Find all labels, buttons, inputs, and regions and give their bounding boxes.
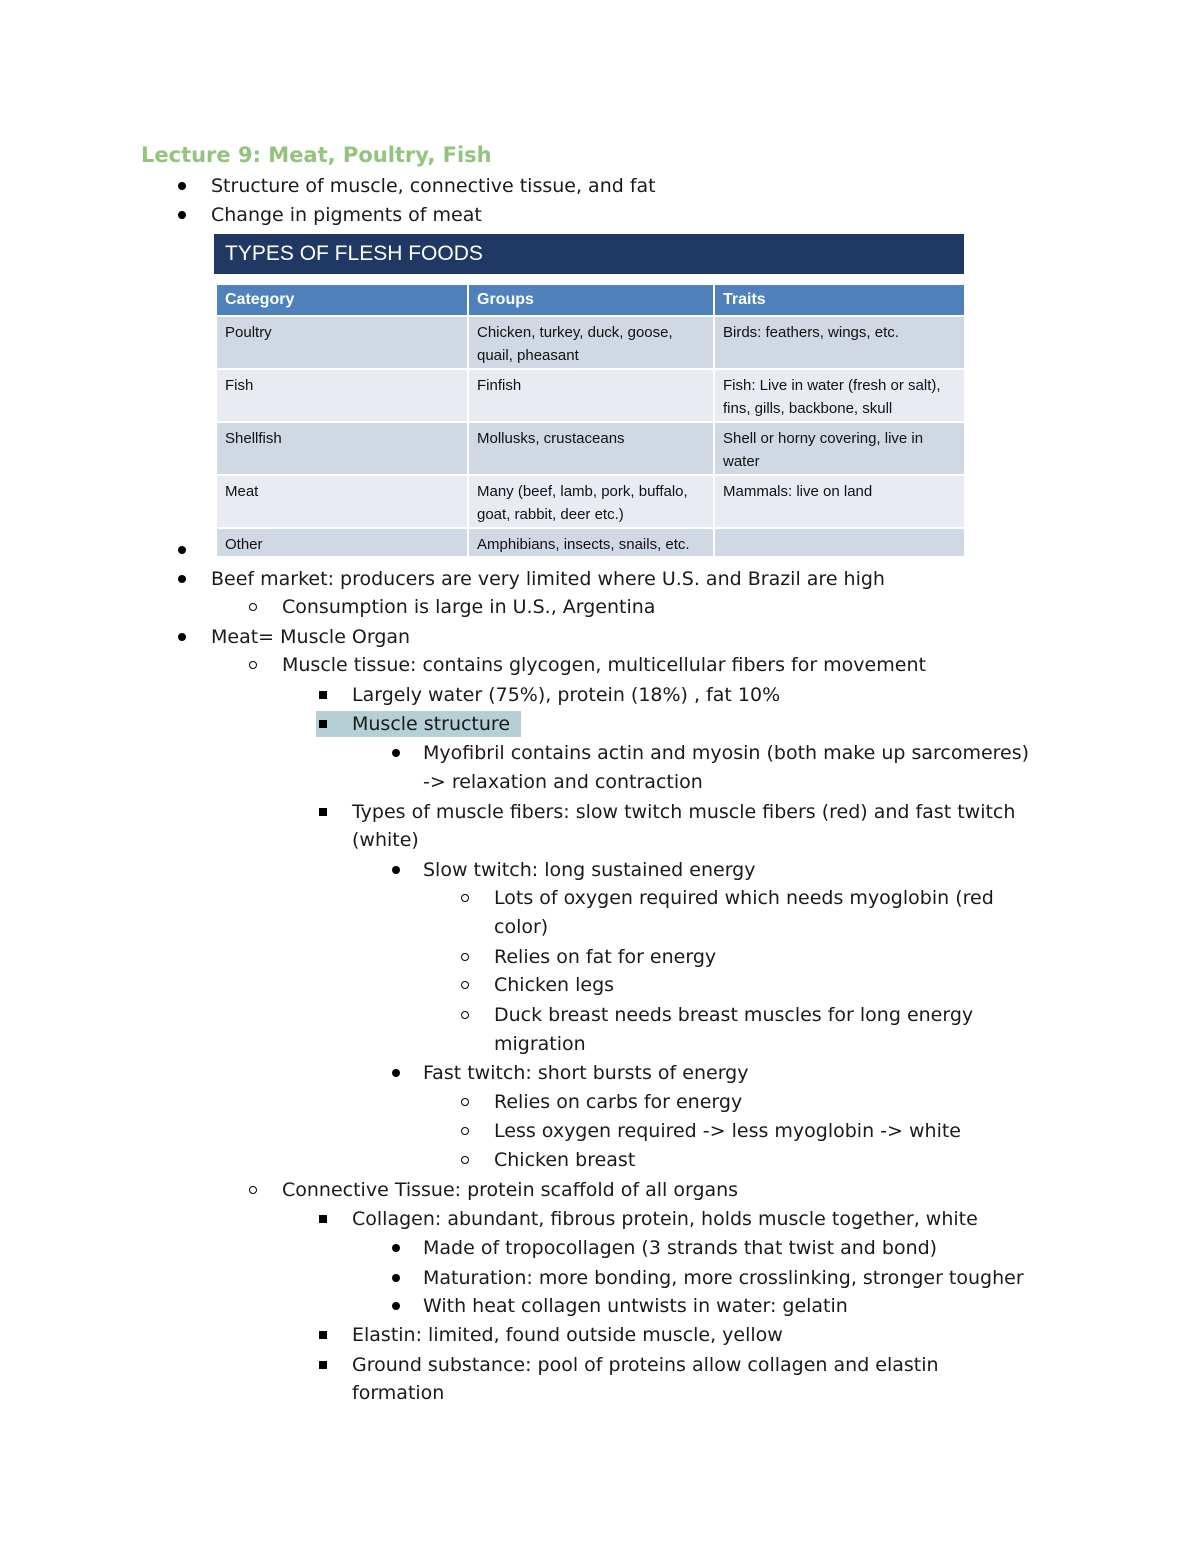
note-fast-twitch: Fast twitch: short bursts of energy xyxy=(423,1062,749,1084)
table-cell: Shell or horny covering, live in water xyxy=(714,422,964,475)
note-meat: Meat= Muscle Organ xyxy=(211,626,411,648)
bullet-circle xyxy=(461,1011,469,1019)
note-myofibril: Myofibril contains actin and myosin (both make up sarcomeres) xyxy=(423,742,1030,764)
note-less-oxygen: Less oxygen required -> less myoglobin -> white xyxy=(494,1120,961,1142)
note-maturation: Maturation: more bonding, more crosslinking, stronger tougher xyxy=(423,1267,1024,1289)
note-beef-market: Beef market: producers are very limited where U.S. and Brazil are high xyxy=(211,568,885,590)
bullet-square xyxy=(319,691,327,699)
bullet-circle xyxy=(461,1156,469,1164)
table-cell: Birds: feathers, wings, etc. xyxy=(714,316,964,369)
column-header-traits: Traits xyxy=(714,285,964,316)
table-cell: Many (beef, lamb, pork, buffalo, goat, rabbit, deer etc.) xyxy=(468,475,714,528)
table-cell: Mollusks, crustaceans xyxy=(468,422,714,475)
table-header-row xyxy=(217,285,964,316)
table-row xyxy=(217,369,964,422)
table-cell: Finfish xyxy=(468,369,714,422)
note-duck-cont: migration xyxy=(494,1033,586,1055)
bullet-circle xyxy=(461,981,469,989)
note-largely-water: Largely water (75%), protein (18%) , fat 10% xyxy=(352,684,781,706)
bullet-circle xyxy=(249,1186,257,1194)
bullet-disc xyxy=(178,575,186,583)
note-ground-substance: Ground substance: pool of proteins allow collagen and elastin xyxy=(352,1354,939,1376)
note-elastin: Elastin: limited, found outside muscle, yellow xyxy=(352,1324,783,1346)
note-fiber-types-cont: (white) xyxy=(352,829,419,851)
bullet-circle xyxy=(461,1098,469,1106)
bullet-square xyxy=(319,1331,327,1339)
bullet-disc xyxy=(392,1274,400,1282)
table-row xyxy=(217,475,964,528)
table-cell: Amphibians, insects, snails, etc. xyxy=(468,528,714,556)
bullet-disc xyxy=(392,1302,400,1310)
note-duck: Duck breast needs breast muscles for long energy xyxy=(494,1004,974,1026)
table-cell: Meat xyxy=(217,475,468,528)
table-row xyxy=(217,528,964,556)
bullet-circle xyxy=(249,661,257,669)
bullet-disc xyxy=(392,749,400,757)
flesh-foods-table xyxy=(217,285,964,556)
bullet-disc xyxy=(178,633,186,641)
note-relies-carbs: Relies on carbs for energy xyxy=(494,1091,743,1113)
bullet-disc xyxy=(392,1069,400,1077)
note-slow-twitch: Slow twitch: long sustained energy xyxy=(423,859,756,881)
note-heat: With heat collagen untwists in water: gelatin xyxy=(423,1295,848,1317)
note-chicken-legs: Chicken legs xyxy=(494,974,615,996)
flesh-foods-figure xyxy=(214,234,964,556)
note-oxygen-cont: color) xyxy=(494,916,549,938)
table-cell: Fish: Live in water (fresh or salt), fins, gills, backbone, skull xyxy=(714,369,964,422)
table-row xyxy=(217,422,964,475)
bullet-circle xyxy=(461,894,469,902)
note-relies-fat: Relies on fat for energy xyxy=(494,946,717,968)
note-consumption: Consumption is large in U.S., Argentina xyxy=(282,596,656,618)
bullet-square xyxy=(319,1215,327,1223)
table-cell: Other xyxy=(217,528,468,556)
intro-item: Change in pigments of meat xyxy=(211,204,482,226)
note-fiber-types: Types of muscle fibers: slow twitch muscle fibers (red) and fast twitch xyxy=(352,801,1016,823)
bullet-disc xyxy=(392,1244,400,1252)
figure-banner-title: TYPES OF FLESH FOODS xyxy=(225,242,483,265)
table-cell: Shellfish xyxy=(217,422,468,475)
bullet-square xyxy=(319,1361,327,1369)
bullet-disc xyxy=(178,546,186,554)
bullet-square xyxy=(319,720,327,728)
note-oxygen: Lots of oxygen required which needs myoglobin (red xyxy=(494,887,994,909)
note-connective: Connective Tissue: protein scaffold of all organs xyxy=(282,1179,739,1201)
column-header-category: Category xyxy=(217,285,468,316)
note-muscle-tissue: Muscle tissue: contains glycogen, multicellular fibers for movement xyxy=(282,654,926,676)
table-cell: Fish xyxy=(217,369,468,422)
bullet-disc xyxy=(178,182,186,190)
note-collagen: Collagen: abundant, fibrous protein, holds muscle together, white xyxy=(352,1208,978,1230)
column-header-groups: Groups xyxy=(468,285,714,316)
bullet-disc xyxy=(178,211,186,219)
table-cell: Mammals: live on land xyxy=(714,475,964,528)
bullet-square xyxy=(319,808,327,816)
note-myofibril-cont: -> relaxation and contraction xyxy=(423,771,703,793)
note-tropocollagen: Made of tropocollagen (3 strands that twist and bond) xyxy=(423,1237,938,1259)
note-chicken-breast: Chicken breast xyxy=(494,1149,636,1171)
table-cell xyxy=(714,528,964,556)
bullet-circle xyxy=(461,953,469,961)
page-title: Lecture 9: Meat, Poultry, Fish xyxy=(141,143,492,167)
note-muscle-structure: Muscle structure xyxy=(352,713,511,735)
bullet-disc xyxy=(392,866,400,874)
intro-item: Structure of muscle, connective tissue, and fat xyxy=(211,175,656,197)
table-row xyxy=(217,316,964,369)
bullet-circle xyxy=(249,603,257,611)
bullet-circle xyxy=(461,1127,469,1135)
table-cell: Chicken, turkey, duck, goose, quail, pheasant xyxy=(468,316,714,369)
figure-banner xyxy=(214,234,964,274)
note-ground-substance-cont: formation xyxy=(352,1382,445,1404)
table-cell: Poultry xyxy=(217,316,468,369)
